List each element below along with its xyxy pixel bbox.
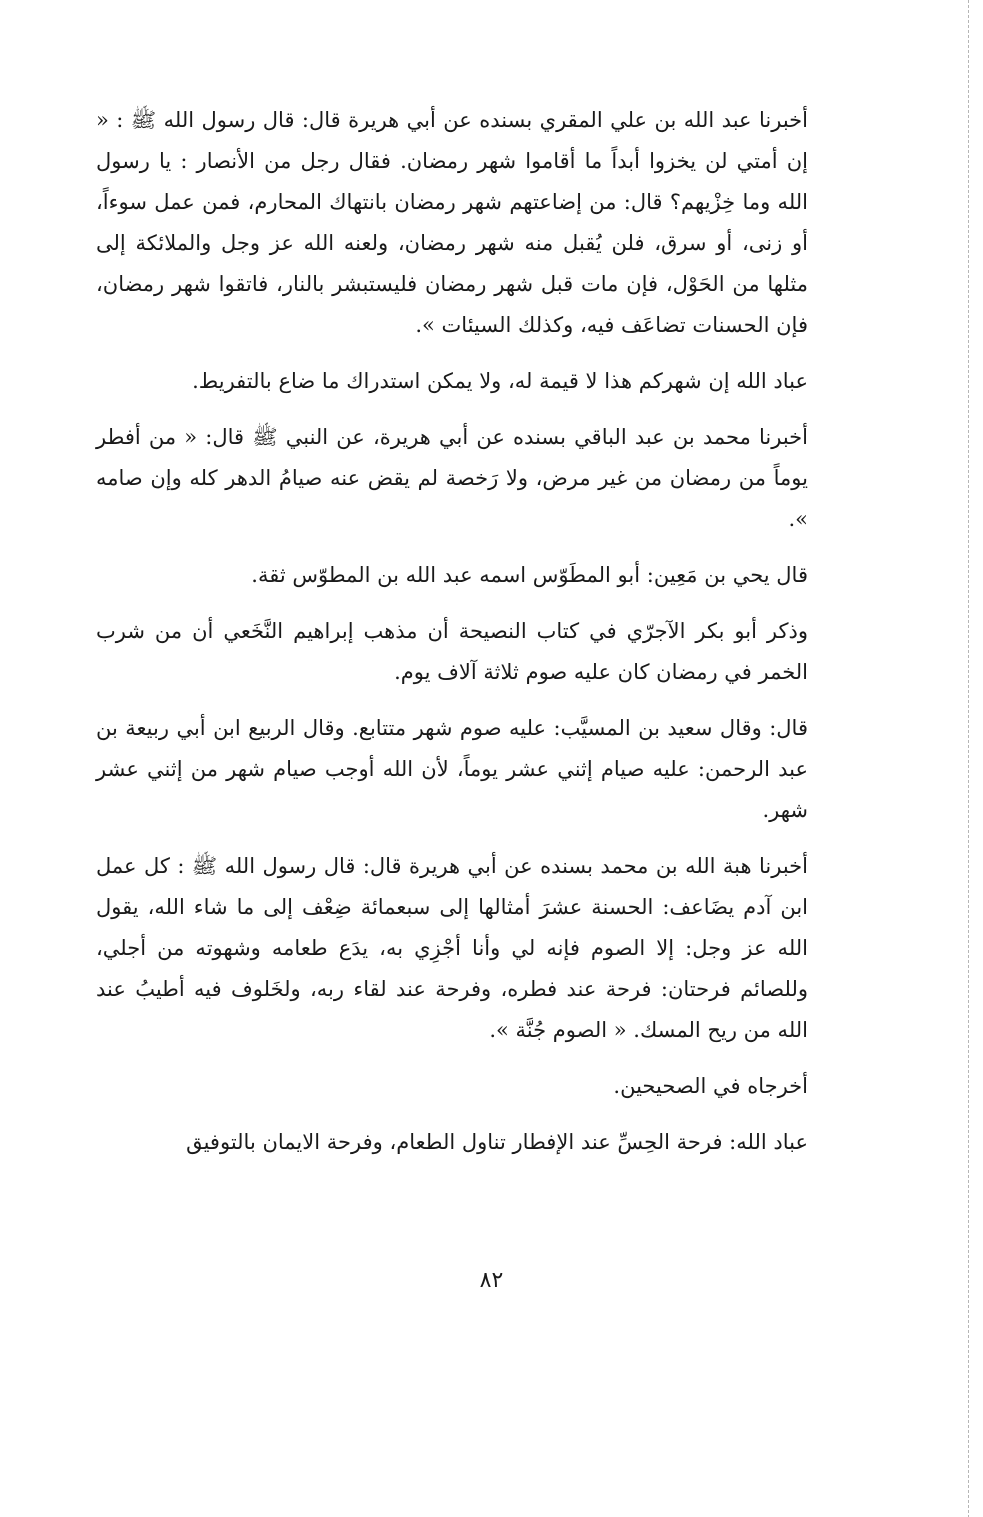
paragraph-ajurri-opinion: وذكر أبو بكر الآجرّي في كتاب النصيحة أن مذهب إبراهيم النَّخَعي أن من شرب الخمر في رمضان كان عليه صوم ثلاثة آلاف يوم. xyxy=(96,619,808,684)
paragraph-exhortation: عباد الله إن شهركم هذا لا قيمة له، ولا يمكن استدراك ما ضاع بالتفريط. xyxy=(192,369,808,393)
paragraph-source-note: أخرجاه في الصحيحين. xyxy=(613,1074,808,1098)
paragraph-hadith-ramadan-shame: أخبرنا عبد الله بن علي المقري بسنده عن أبي هريرة قال: قال رسول الله ﷺ : « إن أمتي لن يخزوا أبداً ما أقاموا شهر رمضان. فقال رجل من الأنصار : يا رسول الله وما خِزْيهم؟ قال: من إضاعتهم شهر رمضان بانتهاك المحارم، فمن عمل سوءاً، أو زنى، أو سرق، فلن يُقبل منه شهر رمضان، ولعنه الله عز وجل والملائكة إلى مثلها من الحَوْل، فإن مات قبل شهر رمضان فليستبشر بالنار، فاتقوا شهر رمضان، فإن الحسنات تضاعَف فيه، وكذلك السيئات ». xyxy=(96,108,808,337)
page-number: ٨٢ xyxy=(479,1268,504,1293)
paragraph-hadith-breaking-fast: أخبرنا محمد بن عبد الباقي بسنده عن أبي هريرة، عن النبي ﷺ قال: « من أفطر يوماً من رمضان من غير مرض، ولا رَخصة لم يقض عنه صيامُ الدهر كله وإن صامه ». xyxy=(96,425,808,531)
paragraph-hadith-fasting-reward: أخبرنا هبة الله بن محمد بسنده عن أبي هريرة قال: قال رسول الله ﷺ : كل عمل ابن آدم يضَاعف: الحسنة عشرَ أمثالها إلى سبعمائة ضِعْف إلى ما شاء الله، يقول الله عز وجل: إلا الصوم فإنه لي وأنا أجْزِي به، يدَع طعامه وشهوته من أجلي، وللصائم فرحتان: فرحة عند فطره، وفرحة عند لقاء ربه، ولخَلوف فيه أطيبُ عند الله من ريح المسك. « الصوم جُنَّة ». xyxy=(96,854,808,1042)
body-text xyxy=(96,100,808,1178)
paragraph-two-joys: عباد الله: فرحة الحِسِّ عند الإفطار تناول الطعام، وفرحة الايمان بالتوفيق xyxy=(186,1130,808,1154)
paragraph-scholars-opinions: قال: وقال سعيد بن المسيَّب: عليه صوم شهر متتابع. وقال الربيع ابن أبي ربيعة بن عبد الرحمن: عليه صيام إثني عشر يوماً، لأن الله أوجب صيام شهر من إثني عشر شهر. xyxy=(96,716,808,822)
paragraph-narrator-note: قال يحي بن مَعِين: أبو المطَوّس اسمه عبد الله بن المطوّس ثقة. xyxy=(251,563,808,587)
